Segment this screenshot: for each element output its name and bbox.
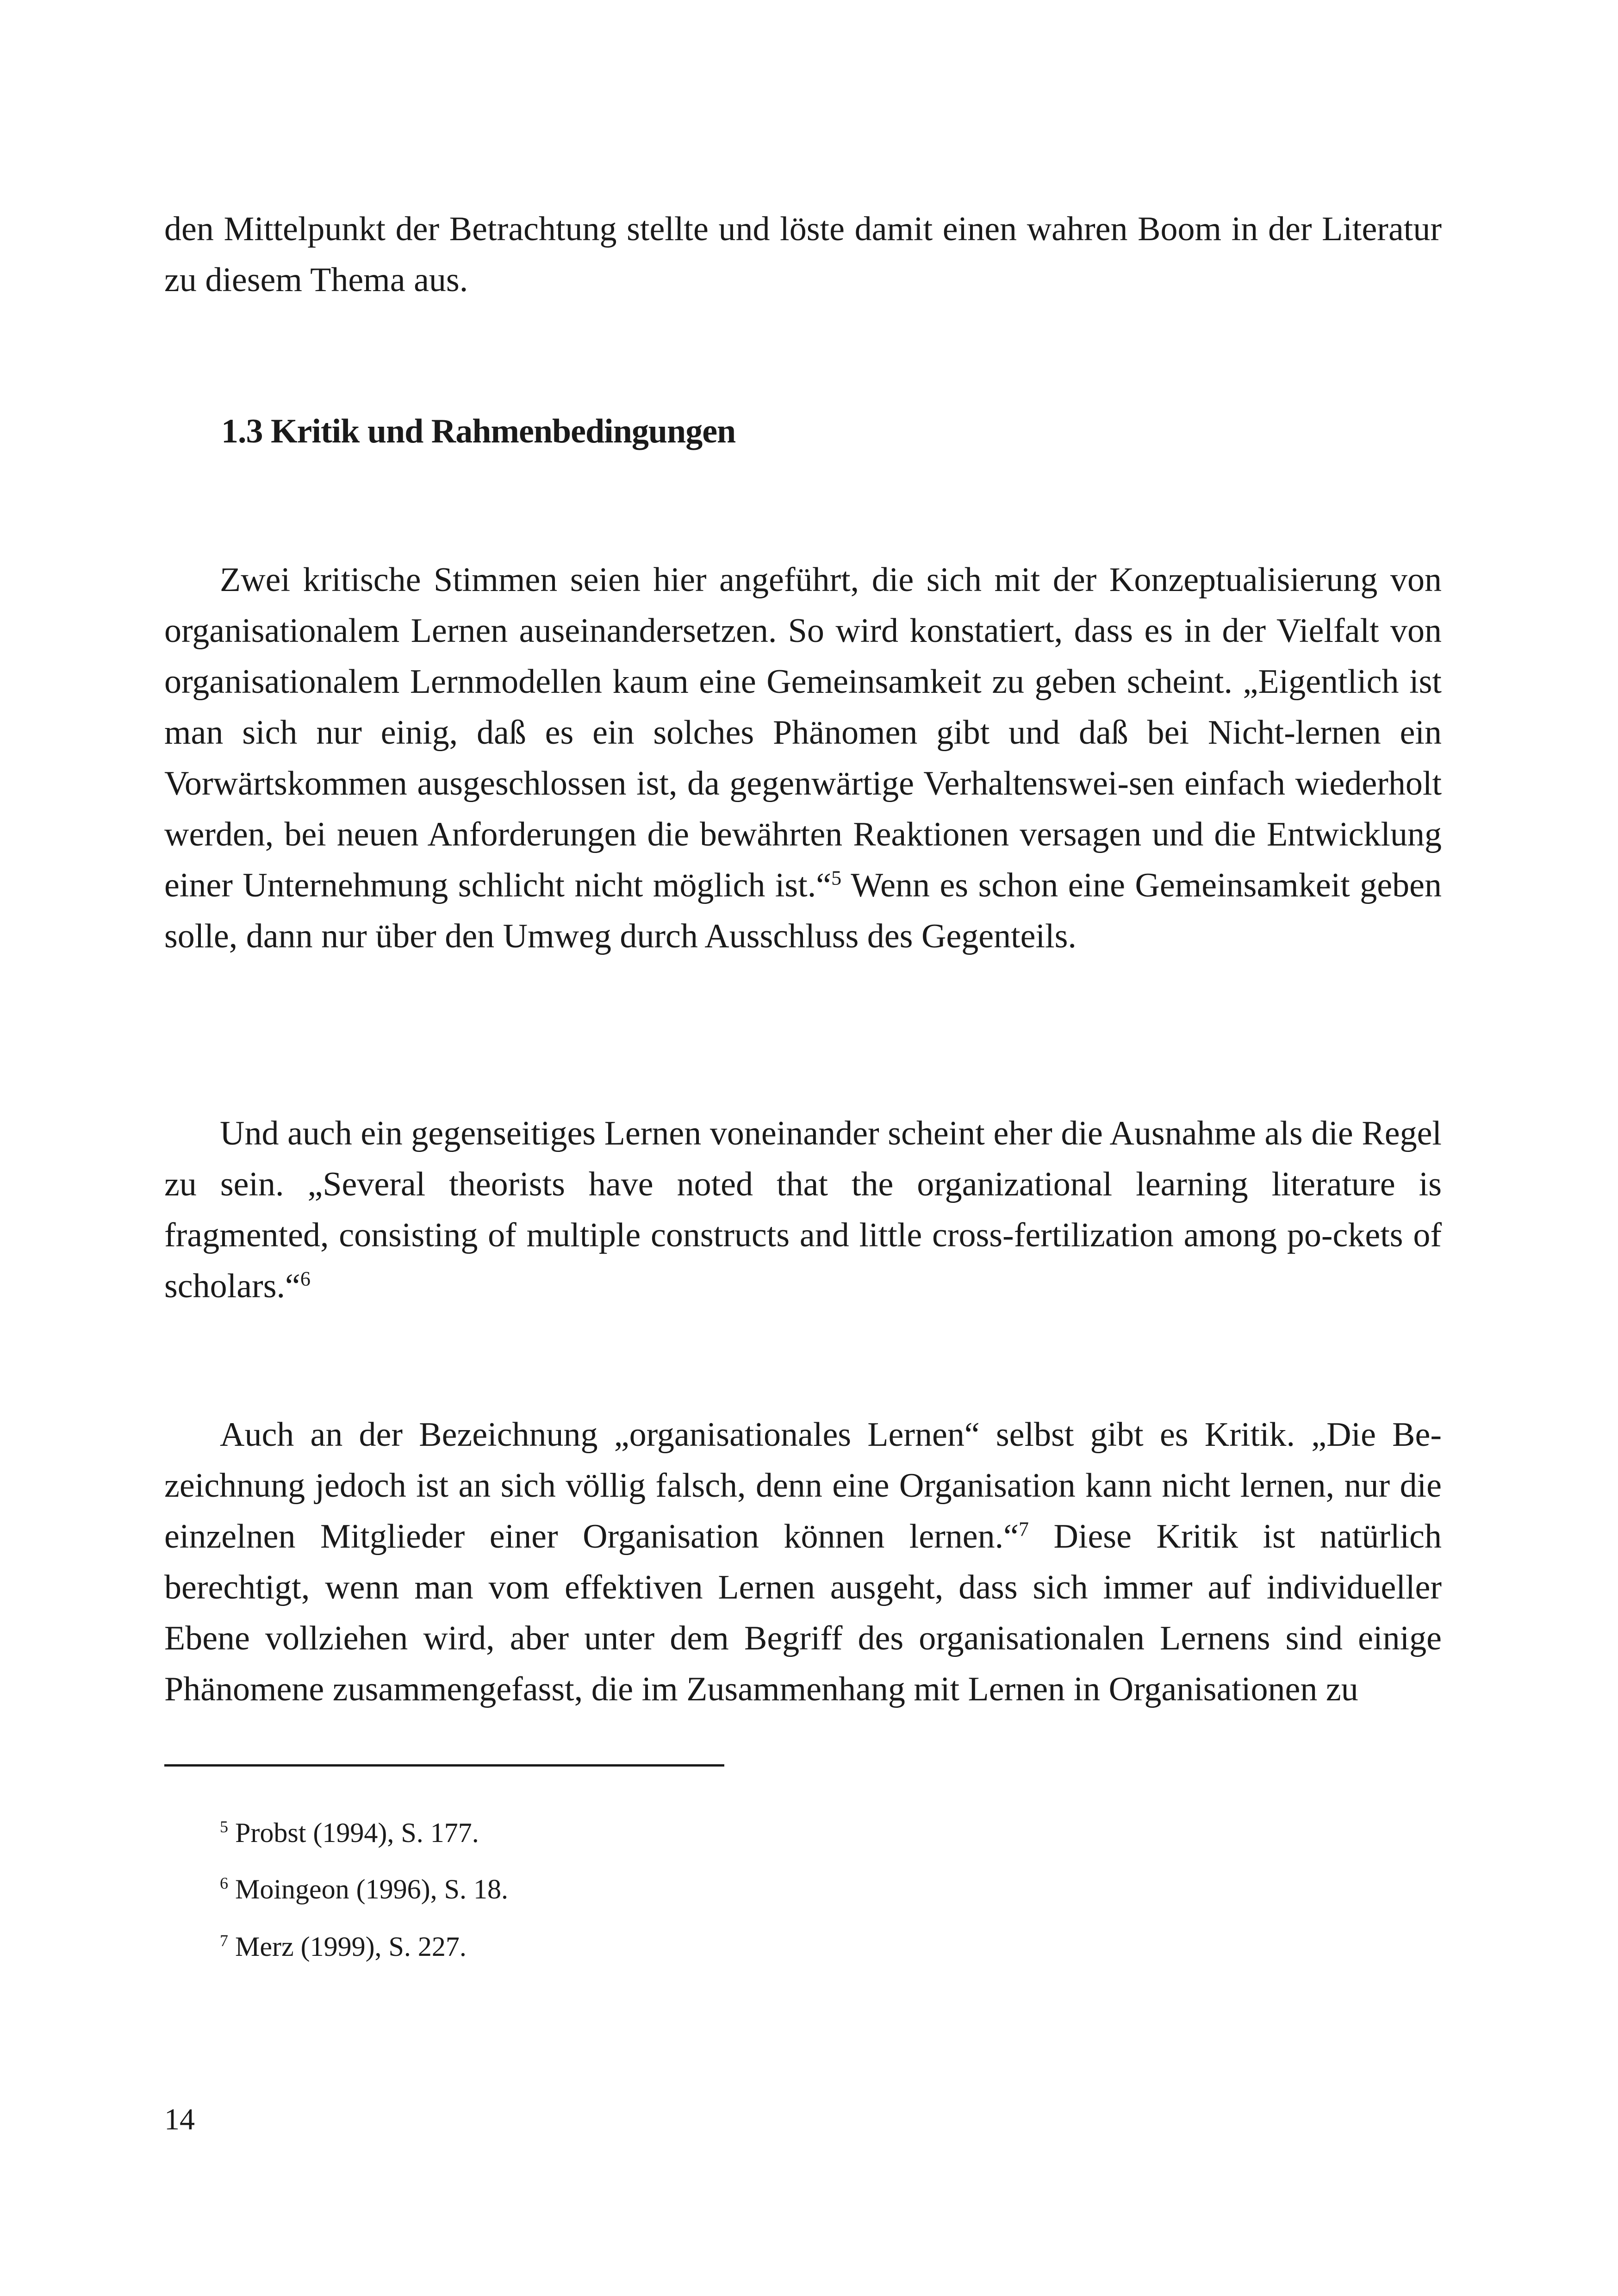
footnote-6 [220, 1871, 508, 1908]
section-heading: 1.3 Kritik und Rahmenbedingungen [221, 412, 736, 450]
footnote-number: 6 [220, 1874, 228, 1892]
page-number: 14 [164, 2103, 195, 2136]
paragraph-critique-1 [164, 554, 1442, 962]
paragraph-text: den Mittelpunkt der Betrachtung stellte und löste damit einen wahren Boom in der Literatur zu diesem Thema aus. [164, 210, 1442, 299]
footnote-text: Merz (1999), S. 227. [235, 1931, 467, 1962]
paragraph-text-tail: Diese Kritik ist natürlich berechtigt, wenn man vom effektiven Lernen ausgeht, dass sich immer auf individueller Ebene vollziehen wird, aber unter dem Begriff des organisationalen Lernens sind einige Phänomene zusammengefasst, die im Zusammenhang mit Lernen in Organisationen zu [164, 1518, 1442, 1708]
footnote-number: 7 [220, 1931, 228, 1950]
paragraph-text: Auch an der Bezeichnung „organisationales Lernen“ selbst gibt es Kritik. „Die Be-zeichnung jedoch ist an sich völlig falsch, denn eine Organisation kann nicht lernen, nur die einzelnen Mitglieder einer Organisation können lernen.“ [164, 1416, 1442, 1556]
footnote-ref-6: 6 [300, 1267, 311, 1290]
paragraph-critique-3 [164, 1409, 1442, 1715]
footnote-text: Probst (1994), S. 177. [235, 1817, 479, 1848]
footnote-ref-5: 5 [831, 866, 842, 890]
footnote-5 [220, 1814, 479, 1851]
footnote-ref-7: 7 [1019, 1518, 1029, 1541]
paragraph-text-tail: Wenn es schon eine Gemeinsamkeit geben solle, dann nur über den Umweg durch Ausschluss des Gegenteils. [164, 866, 1442, 955]
paragraph-critique-2 [164, 1108, 1442, 1312]
footnote-number: 5 [220, 1817, 228, 1836]
footnote-text: Moingeon (1996), S. 18. [235, 1874, 508, 1904]
paragraph-continuation [164, 204, 1442, 305]
footnote-separator [164, 1764, 724, 1767]
paragraph-text: Und auch ein gegenseitiges Lernen voneinander scheint eher die Ausnahme als die Regel zu sein. „Several theorists have noted that the organizational learning literature is fragmented, consisting of multiple constructs and little cross-fertilization among po-ckets of scholars.“ [164, 1114, 1442, 1305]
paragraph-text: Zwei kritische Stimmen seien hier angeführt, die sich mit der Konzeptualisierung von organisationalem Lernen auseinandersetzen. So wird konstatiert, dass es in der Vielfalt von organisationalem Lernmodellen kaum eine Gemeinsamkeit zu geben scheint. „Eigentlich ist man sich nur einig, daß es ein solches Phänomen gibt und daß bei Nicht-lernen ein Vorwärtskommen ausgeschlossen ist, da gegenwärtige Verhaltenswei-sen einfach wiederholt werden, bei neuen Anforderungen die bewährten Reaktionen versagen und die Entwicklung einer Unternehmung schlicht nicht möglich ist.“ [164, 561, 1442, 904]
footnote-7 [220, 1928, 467, 1965]
